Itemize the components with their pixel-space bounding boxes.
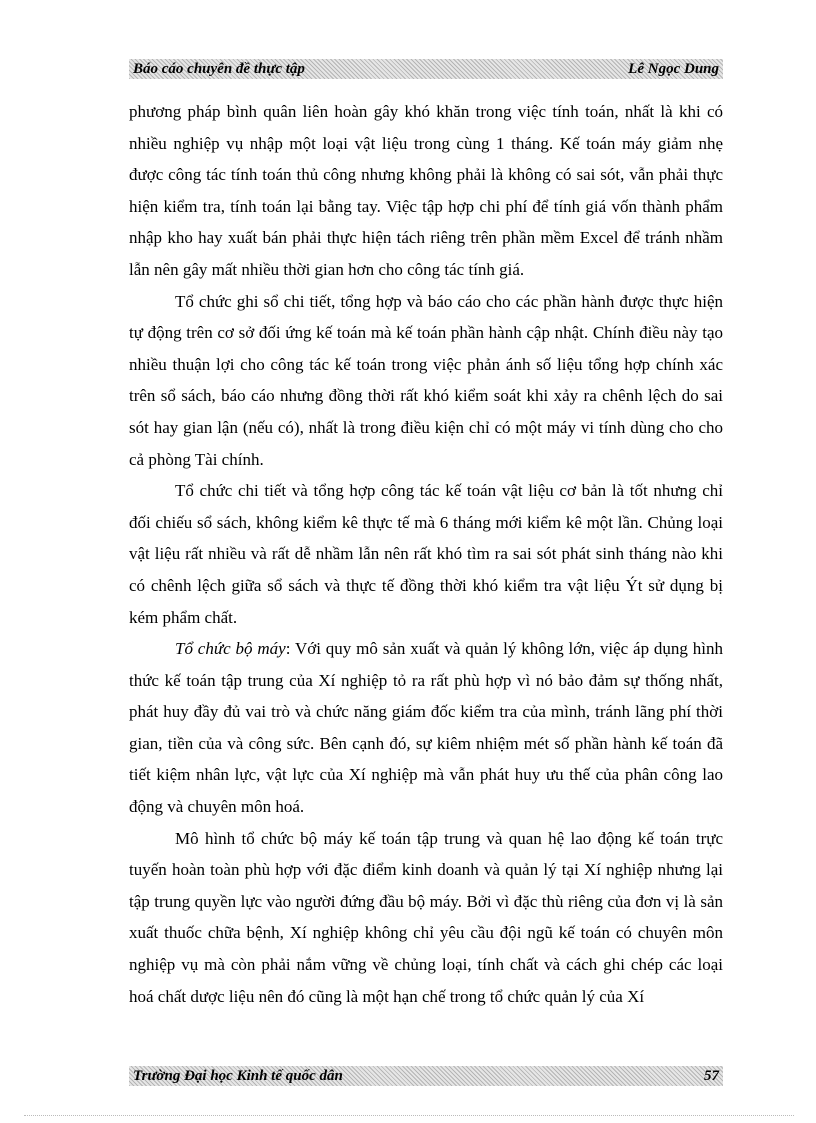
paragraph-4 xyxy=(129,633,723,823)
header-author: Lê Ngọc Dung xyxy=(628,61,719,77)
paragraph-5: Mô hình tổ chức bộ máy kế toán tập trung và quan hệ lao động kế toán trực tuyến hoàn toàn phù hợp với đặc điểm kinh doanh và quản lý tại Xí nghiệp nhưng lại tập trung quyền lực vào người đứng đầu bộ máy. Bởi vì đặc thù riêng của đơn vị là sản xuất thuốc chữa bệnh, Xí nghiệp không chỉ yêu cầu đội ngũ kế toán có chuyên môn nghiệp vụ mà còn phải nắm vững về chủng loại, tính chất và cách ghi chép các loại hoá chất dược liệu nên đó cũng là một hạn chế trong tổ chức quản lý của Xí xyxy=(129,828,723,1006)
paragraph-4-lead: Tổ chức bộ máy xyxy=(175,639,286,659)
page-bottom-border xyxy=(24,1115,794,1116)
paragraph-2: Tổ chức ghi sổ chi tiết, tổng hợp và báo cáo cho các phần hành được thực hiện tự động trên cơ sở đối ứng kế toán mà kế toán phần hành cập nhật. Chính điều này tạo nhiều thuận lợi cho công tác kế toán trong việc phản ánh số liệu tổng hợp chính xác trên sổ sách, báo cáo nhưng đồng thời rất khó kiểm soát khi xảy ra chênh lệch do sai sót hay gian lận (nếu có), nhất là trong điều kiện chỉ có một máy vi tính dùng cho cho cả phòng Tài chính. xyxy=(129,291,723,469)
page-header xyxy=(129,59,723,79)
paragraph-1: phương pháp bình quân liên hoàn gây khó khăn trong việc tính toán, nhất là khi có nhiều nghiệp vụ nhập một loại vật liệu trong cùng 1 tháng. Kế toán máy giảm nhẹ được công tác tính toán thủ công nhưng không phải là không có sai sót, vẫn phải thực hiện kiểm tra, tính toán lại bằng tay. Việc tập hợp chi phí để tính giá vốn thành phẩm nhập kho hay xuất bán phải thực hiện tách riêng trên phần mềm Excel để tránh nhầm lẫn nên gây mất nhiều thời gian hơn cho công tác tính giá. xyxy=(129,102,723,279)
paragraph-4-text: : Với quy mô sản xuất và quản lý không lớn, việc áp dụng hình thức kế toán tập trung của Xí nghiệp tỏ ra rất phù hợp vì nó bảo đảm sự thống nhất, phát huy đầy đủ vai trò và chức năng giám đốc kiểm tra của mình, tránh lãng phí thời gian, tiền của và công sức. Bên cạnh đó, sự kiêm nhiệm mét số phần hành kế toán đã tiết kiệm nhân lực, vật lực của Xí nghiệp mà vẫn phát huy ưu thế của phân công lao động và chuyên môn hoá. xyxy=(129,639,723,817)
footer-university: Trường Đại học Kinh tế quốc dân xyxy=(133,1068,343,1084)
paragraph-3: Tổ chức chi tiết và tổng hợp công tác kế toán vật liệu cơ bản là tốt nhưng chỉ đối chiếu sổ sách, không kiểm kê thực tế mà 6 tháng mới kiểm kê một lần. Chủng loại vật liệu rất nhiều và rất dễ nhầm lẫn nên rất khó tìm ra sai sót phát sinh tháng nào khi có chênh lệch giữa sổ sách và thực tế đồng thời khó kiểm tra vật liệu Ýt sử dụng bị kém phẩm chất. xyxy=(129,481,723,627)
body-text xyxy=(129,96,723,1012)
header-report-title: Báo cáo chuyên đề thực tập xyxy=(133,61,305,77)
page-number: 57 xyxy=(704,1068,719,1084)
page-footer xyxy=(129,1066,723,1086)
